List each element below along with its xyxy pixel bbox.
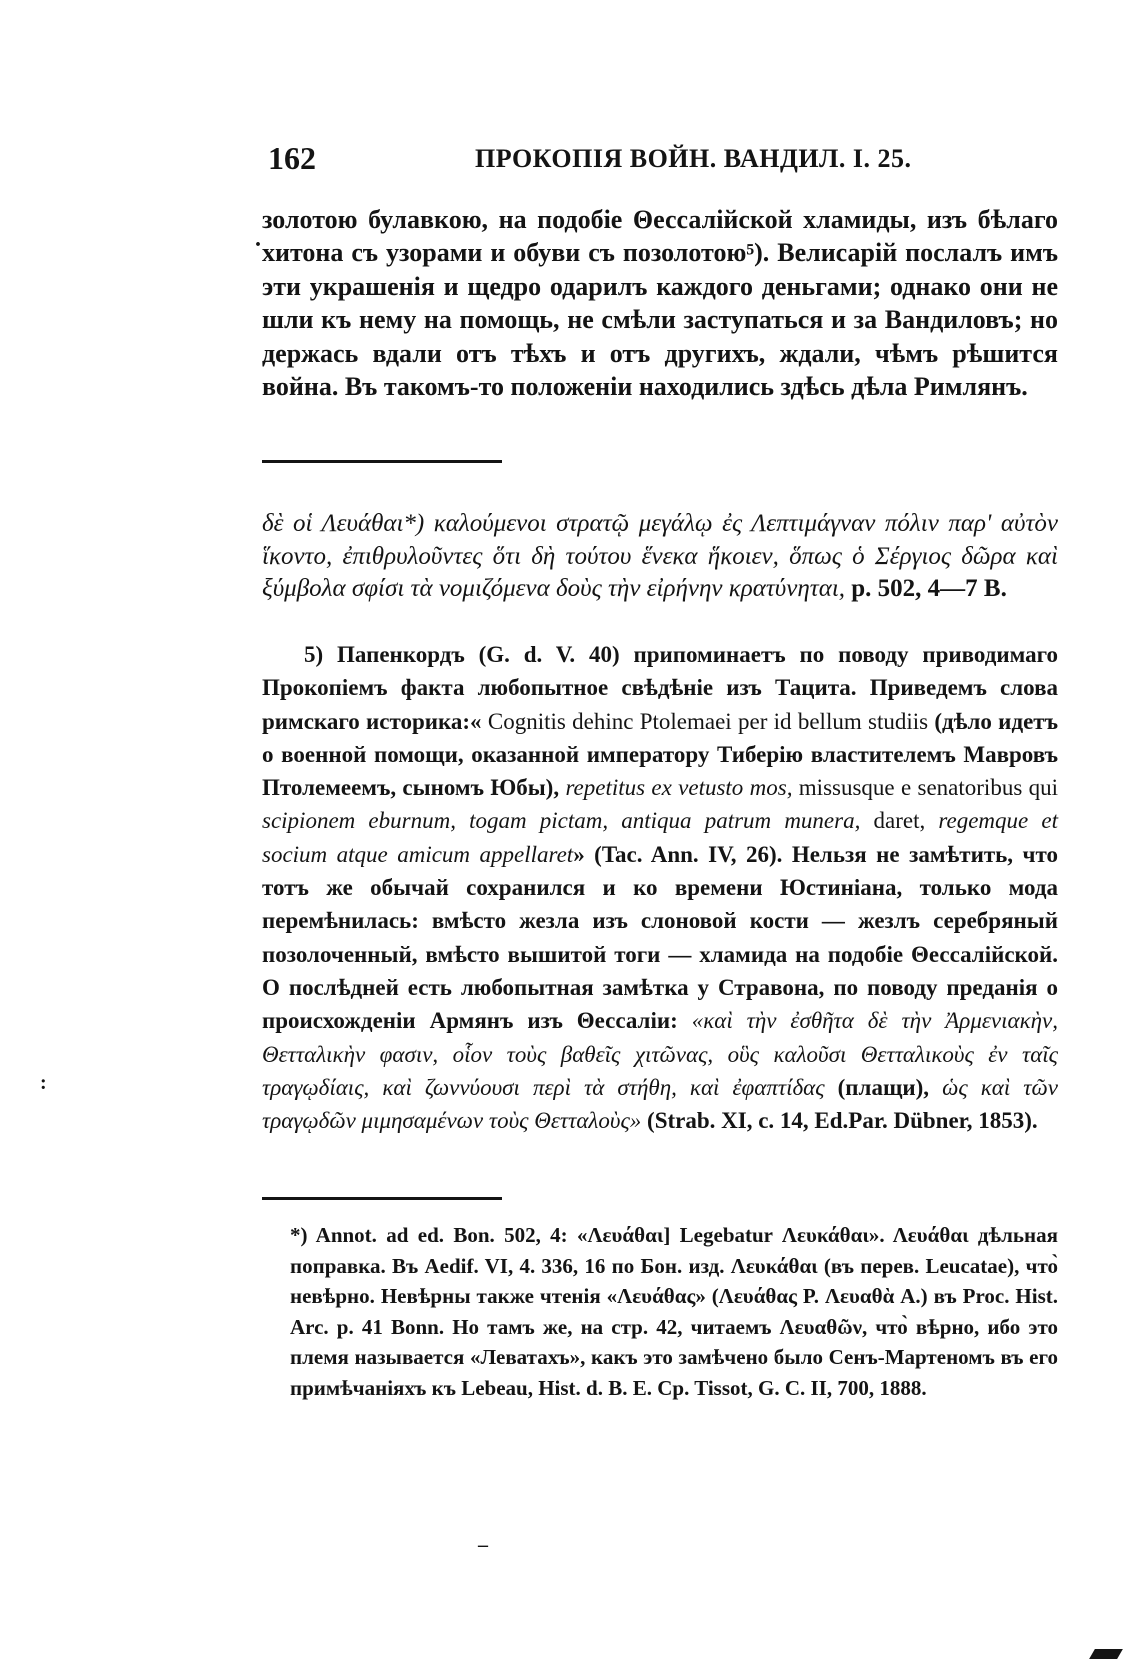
margin-mark: : (40, 1072, 47, 1094)
footnote-5-lead (262, 638, 1058, 1137)
greek-quote: «καὶ τὴν ἐσθῆτα δὲ τὴν Ἀρμενιακὴν, Θετταλικὴν φασιν, οἷον τοὺς βαθεῖς χιτῶνας, οὓς καλοῦσι Θετταλικοὺς ἐν ταῖς τραγῳδίαις, καὶ ζωννύουσι περὶ τὰ στήθη, καὶ ἐφαπτίδας (262, 1008, 1059, 1100)
footnote-5-text: » (Tac. Ann. IV, 26). Нельзя не замѣтить, что тотъ же обычай сохранился и ко времени Юстиніана, только мода перемѣнилась: вмѣсто жезла изъ слоновой кости — жезлъ серебряный позолоченный, вмѣсто вышитой тоги — хламида на подобіе Θессалійской. О послѣдней есть любопытная замѣтка у Стравона, по поводу преданія о происхожденіи Армянъ изъ Θессаліи: (262, 841, 1058, 1034)
footnote-divider (262, 1197, 502, 1200)
footnote-5-text: (Strab. XI, c. 14, Ed.Par. Dübner, 1853). (647, 1108, 1038, 1134)
latin-quote: scipionem eburnum, togam pictam, antiqua patrum munera, (262, 808, 861, 834)
footnote-5-text: (дѣло идетъ о военной помощи, оказанной императору Тиберію властителемъ Мавровъ Птолемеемъ, сыномъ Юбы), (262, 708, 1058, 801)
annotation-footnote: *) Annot. ad ed. Bon. 502, 4: «Λευάθαι] Legebatur Λευκάθαι». Λευάθαι дѣльная поправка. Въ Aedif. VI, 4. 336, 16 по Бон. изд. Λευκάθαι (въ перев. Leucatae), что̀ невѣрно. Невѣрны также чтенія «Λευάθας» (Λευάθας P. Λευαθὰ A.) въ Proc. Hist. Arc. p. 41 Bonn. Но тамъ же, на стр. 42, читаемъ Λευαθῶν, что̀ вѣрно, ибо это племя называется «Леватахъ», какъ это замѣчено было Сенъ-Мартеномъ въ его примѣчаніяхъ къ Lebeau, Hist. d. B. E. Cp. Tissot, G. C. II, 700, 1888. (290, 1223, 1058, 1400)
footnote-divider (262, 460, 502, 463)
running-title: ПРОКОПІЯ ВОЙН. ВАНДИЛ. I. 25. (475, 144, 912, 173)
latin-quote: missusque e senatoribus qui (798, 775, 1058, 801)
latin-quote: repetitus ex vetusto mos, (565, 775, 793, 801)
latin-quote: Cognitis dehinc Ptolemaei per id bellum studiis (487, 708, 929, 734)
page-header (268, 140, 1058, 184)
scan-artifact (1089, 1649, 1123, 1659)
greek-quote: ὡς καὶ τῶν τραγῳδῶν μιμησαμένων τοὺς Θετταλοὺς» (262, 1074, 1058, 1134)
footnote-5-text: (плащи), (837, 1074, 943, 1100)
greek-quotation-text: δὲ οἱ Λευάθαι*) καλούμενοι στρατῷ μεγάλῳ ἐς Λεπτιμάγναν πόλιν παρ' αὐτὸν ἵκοντο, ἐπιθρυλοῦντες ὅτι δὴ τούτου ἕνεκα ἥκοιεν, ὅπως ὁ Σέργιος δῶρα καὶ ξύμβολα σφίσι τὰ νομιζόμενα δοὺς τὴν εἰρήνην κρατύνηται, (262, 510, 1058, 603)
margin-mark: · (254, 232, 263, 258)
footnote-5-text: 5) Папенкордъ (G. d. V. 40) припоминаетъ по поводу приводимаго Прокопіемъ факта любопытное свѣдѣніе изъ Тацита. Приведемъ слова римскаго историка:« (262, 642, 1058, 734)
greek-quotation-page-ref: p. 502, 4—7 B. (851, 575, 1007, 603)
page-number: 162 (268, 140, 316, 176)
footnote-5 (262, 638, 1058, 1137)
latin-quote: regemque et socium atque amicum appellaret (262, 808, 1059, 867)
greek-quotation (262, 508, 1058, 606)
main-paragraph: золотою булавкою, на подобіе Θессалійской хламиды, изъ бѣлаго хитона съ узорами и обуви съ позолотою⁵). Велисарій послалъ имъ эти украшенія и щедро одарилъ каждого деньгами; однако они не шли къ нему на помощь, не смѣли заступаться и за Вандиловъ; но держась вдали отъ тѣхъ и отъ другихъ, ждали, чѣмъ рѣшится война. Въ такомъ-то положеніи находились здѣсь дѣла Римлянъ. (262, 205, 1058, 402)
page-mark: – (478, 1534, 488, 1556)
latin-quote: daret, (873, 808, 926, 834)
